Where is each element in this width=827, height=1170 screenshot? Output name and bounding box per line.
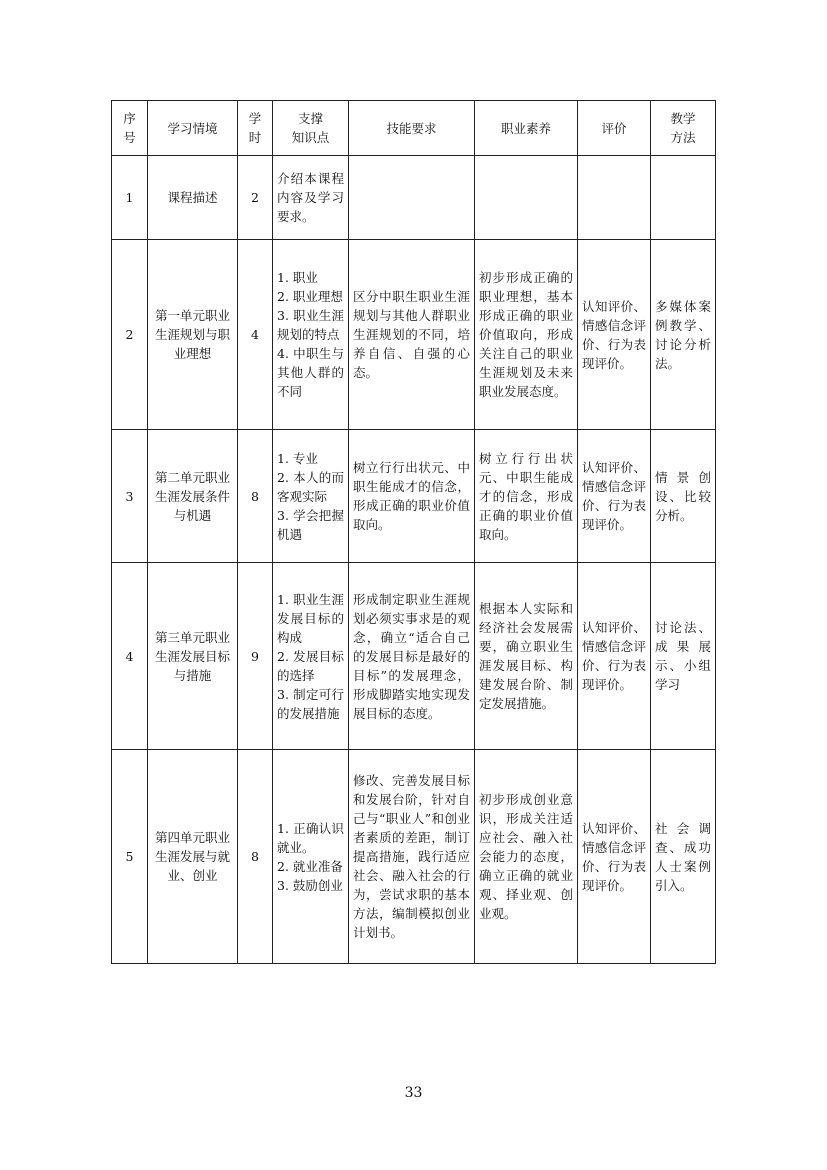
cell-situation: 第一单元职业生涯规划与职业理想: [148, 240, 238, 430]
knowledge-item: 1. 正确认识就业。: [277, 820, 344, 855]
header-method: 教学 方法: [651, 101, 716, 156]
knowledge-item: 4. 中职生与其他人群的不同: [277, 346, 344, 399]
cell-situation: 第二单元职业生涯发展条件与机遇: [148, 430, 238, 563]
cell-skills: 形成制定职业生涯规划必须实事求是的观念，确立“适合自己的发展目标是最好的目标”的发展理念，形成脚踏实地实现发展目标的态度。: [349, 563, 475, 750]
curriculum-table: [111, 100, 716, 964]
cell-quality: [475, 156, 578, 240]
cell-evaluation: 认知评价、情感信念评价、行为表现评价。: [578, 240, 651, 430]
header-no: 序 号: [112, 101, 148, 156]
knowledge-item: 1. 专业: [277, 450, 318, 466]
cell-no: 4: [112, 563, 148, 750]
cell-method: 情景创设、比较分析。: [651, 430, 716, 563]
header-situation: 学习情境: [148, 101, 238, 156]
table-row: [112, 240, 716, 430]
cell-evaluation: 认知评价、情感信念评价、行为表现评价。: [578, 750, 651, 964]
cell-no: 2: [112, 240, 148, 430]
cell-no: 5: [112, 750, 148, 964]
cell-knowledge: [273, 750, 349, 964]
cell-quality: 初步形成正确的职业理想，基本形成正确的职业价值取向，形成关注自己的职业生涯规划及未来职业发展态度。: [475, 240, 578, 430]
cell-skills: [349, 156, 475, 240]
cell-method: 多媒体案例教学、讨论分析法。: [651, 240, 716, 430]
cell-hours: 4: [238, 240, 273, 430]
cell-knowledge: [273, 240, 349, 430]
knowledge-item: 1. 职业生涯发展目标的构成: [277, 591, 344, 645]
cell-hours: 8: [238, 750, 273, 964]
cell-evaluation: 认知评价、情感信念评价、行为表现评价。: [578, 563, 651, 750]
table-row: [112, 563, 716, 750]
header-row: [112, 101, 716, 156]
knowledge-item: 1. 职业: [277, 270, 318, 285]
cell-evaluation: [578, 156, 651, 240]
cell-evaluation: 认知评价、情感信念评价、行为表现评价。: [578, 430, 651, 563]
knowledge-item: 2. 发展目标的选择: [277, 648, 344, 683]
cell-no: 1: [112, 156, 148, 240]
knowledge-item: 3. 学会把握机遇: [277, 507, 344, 542]
table-row: [112, 156, 716, 240]
cell-no: 3: [112, 430, 148, 563]
cell-hours: 8: [238, 430, 273, 563]
knowledge-item: 2. 职业理想: [277, 289, 343, 304]
cell-skills: 区分中职生职业生涯规划与其他人群职业生涯规划的不同，培养自信、自强的心态。: [349, 240, 475, 430]
cell-quality: 根据本人实际和经济社会发展需要，确立职业生涯发展目标、构建发展台阶、制定发展措施。: [475, 563, 578, 750]
table-row: [112, 750, 716, 964]
cell-knowledge: [273, 430, 349, 563]
knowledge-item: 3. 鼓励创业: [277, 877, 343, 893]
cell-hours: 9: [238, 563, 273, 750]
header-evaluation: 评价: [578, 101, 651, 156]
table-row: [112, 430, 716, 563]
knowledge-item: 3. 制定可行的发展措施: [277, 686, 344, 721]
cell-situation: 第三单元职业生涯发展目标与措施: [148, 563, 238, 750]
cell-situation: 课程描述: [148, 156, 238, 240]
header-skills: 技能要求: [349, 101, 475, 156]
cell-knowledge: [273, 563, 349, 750]
knowledge-item: 2. 本人的而客观实际: [277, 469, 344, 504]
cell-situation: 第四单元职业生涯发展与就业、创业: [148, 750, 238, 964]
knowledge-item: 2. 就业准备: [277, 858, 343, 874]
cell-skills: 修改、完善发展目标和发展台阶，针对自己与“职业人”和创业者素质的差距，制订提高措施，践行适应社会、融入社会的行为，尝试求职的基本方法，编制模拟创业计划书。: [349, 750, 475, 964]
cell-knowledge: 介绍本课程内容及学习要求。: [273, 156, 349, 240]
header-knowledge: 支撑 知识点: [273, 101, 349, 156]
cell-quality: 树立行行出状元、中职生能成才的信念，形成正确的职业价值取向。: [475, 430, 578, 563]
knowledge-item: 3. 职业生涯规划的特点: [277, 308, 344, 342]
page-number: 33: [404, 1085, 423, 1101]
cell-quality: 初步形成创业意识，形成关注适应社会、融入社会能力的态度，确立正确的就业观、择业观、创业观。: [475, 750, 578, 964]
cell-skills: 树立行行出状元、中职生能成才的信念，形成正确的职业价值取向。: [349, 430, 475, 563]
header-hours: 学 时: [238, 101, 273, 156]
cell-method: [651, 156, 716, 240]
cell-method: 社会调查、成功人士案例引入。: [651, 750, 716, 964]
cell-method: 讨论法、成果展示、小组学习: [651, 563, 716, 750]
cell-hours: 2: [238, 156, 273, 240]
header-quality: 职业素养: [475, 101, 578, 156]
